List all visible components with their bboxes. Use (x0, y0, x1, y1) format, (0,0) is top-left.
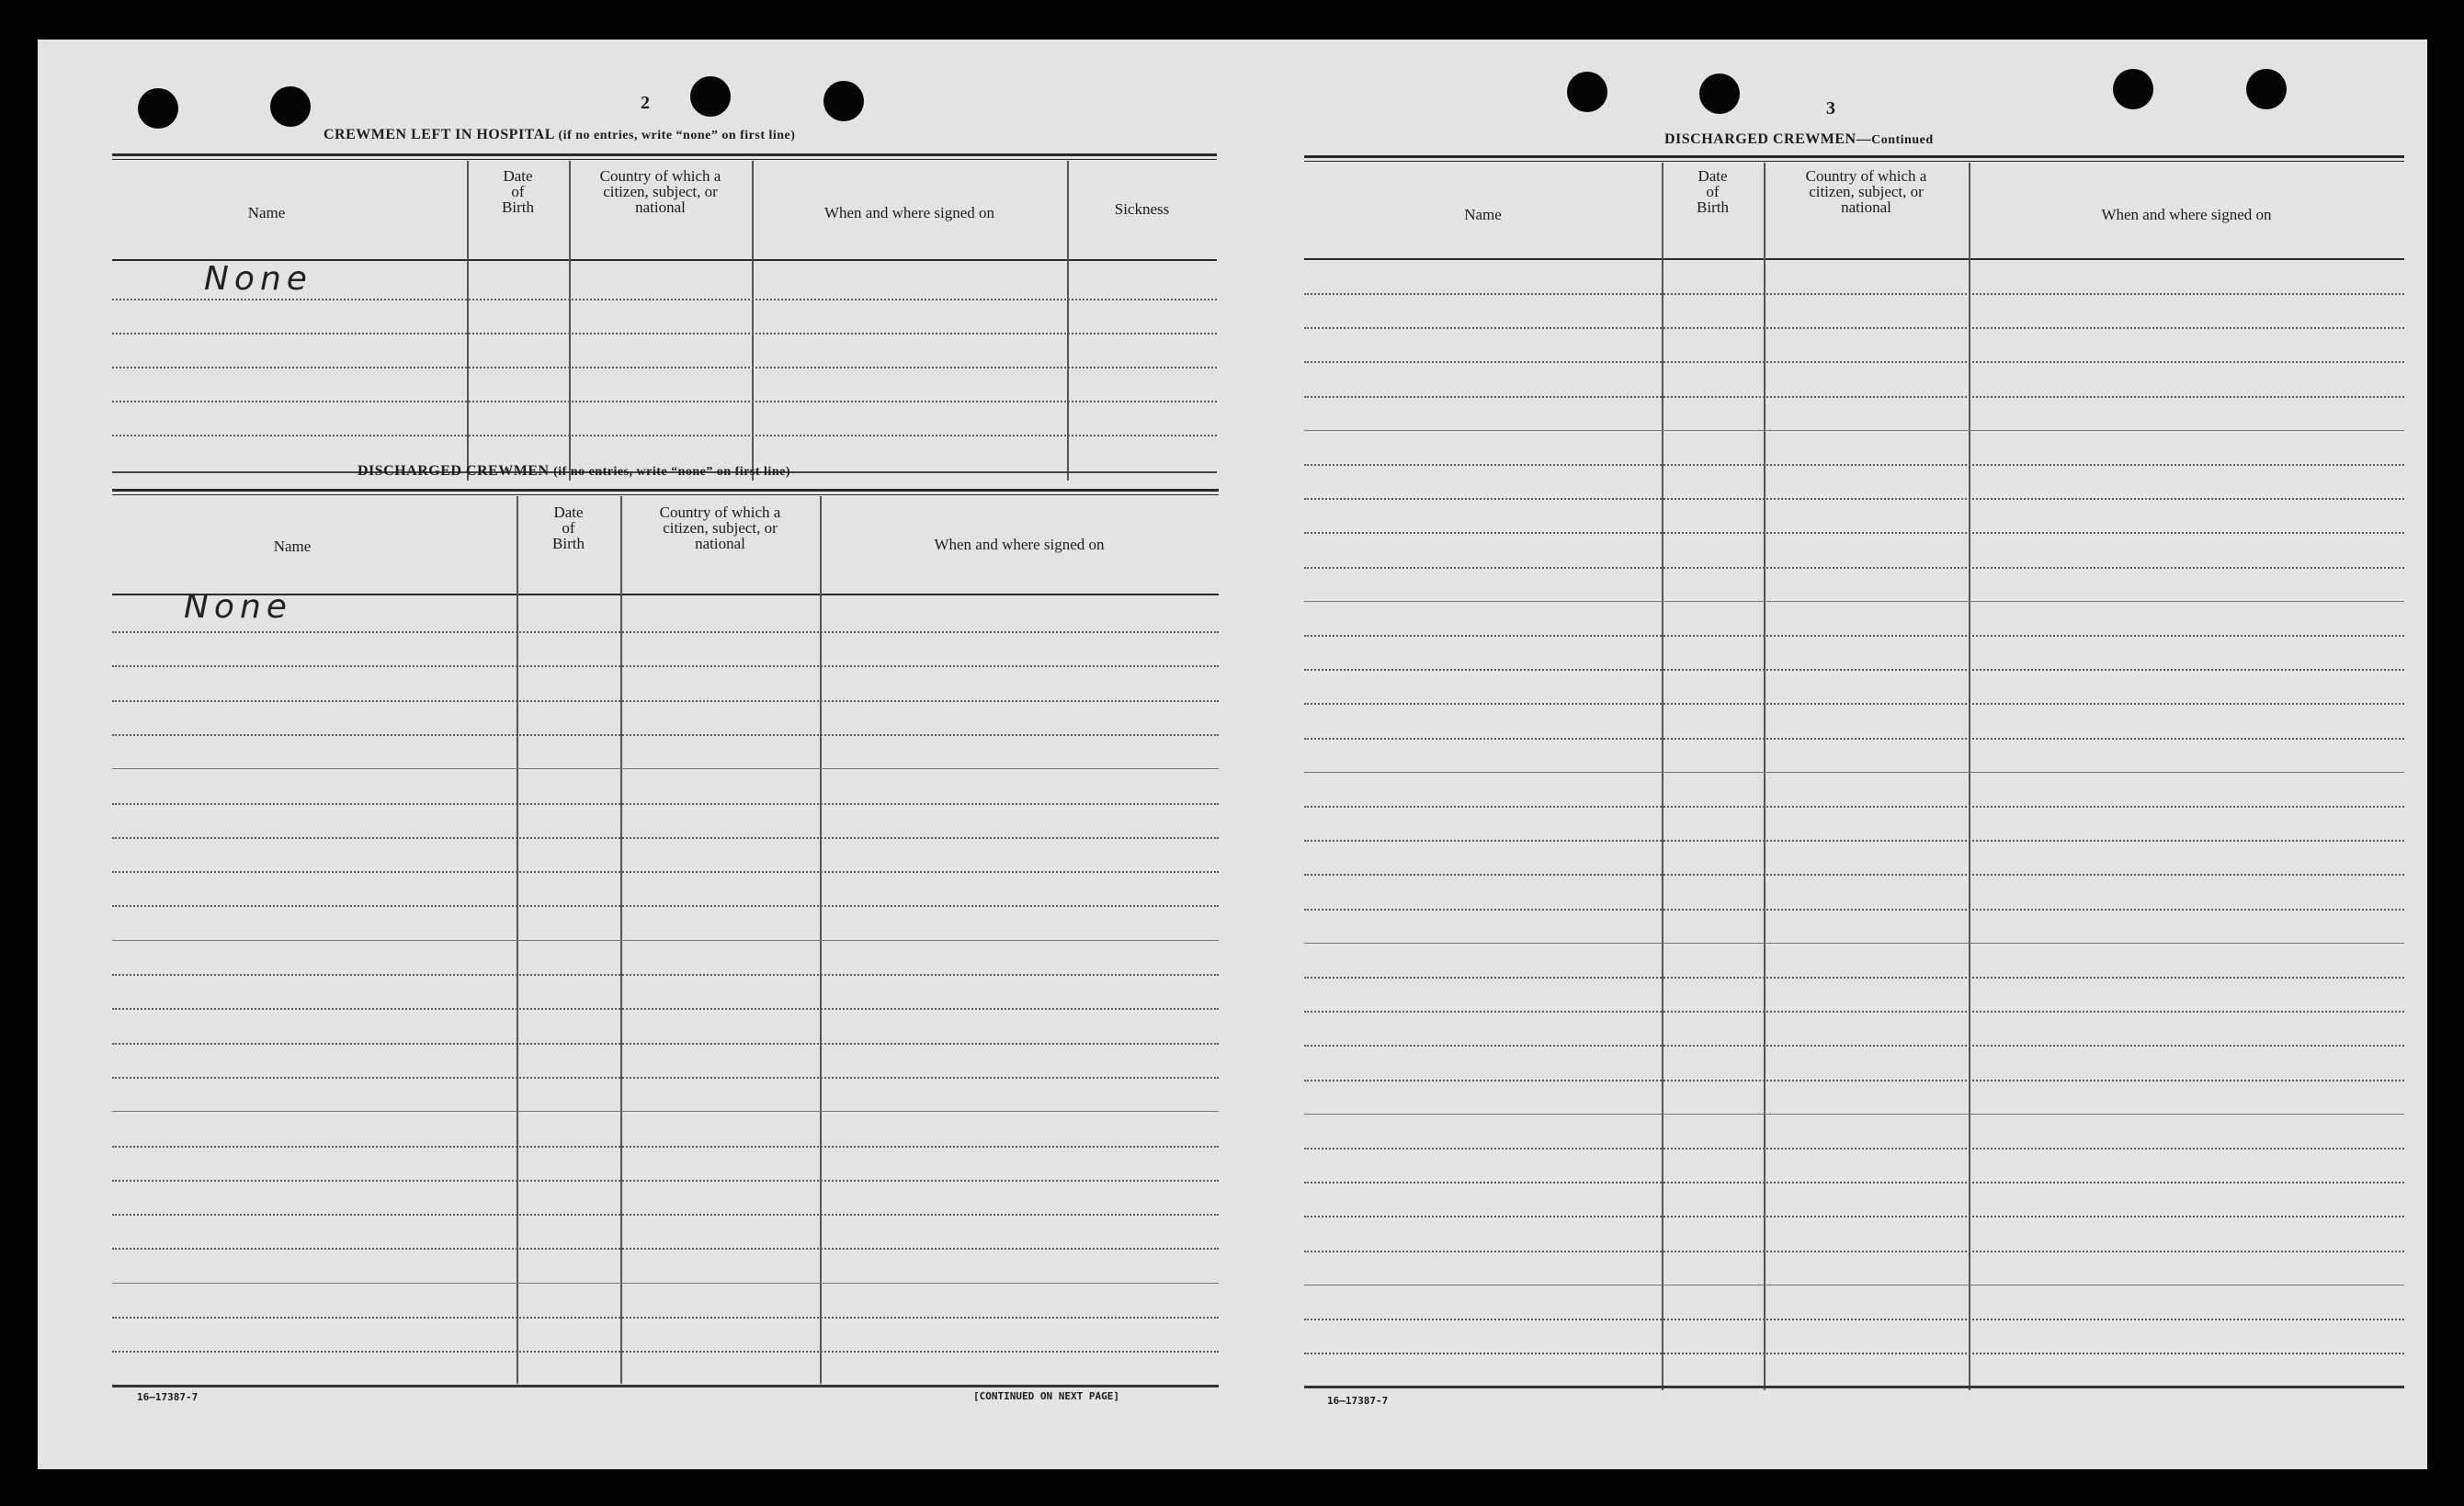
entry-line (112, 1214, 1219, 1216)
column-header-sickness: Sickness (1114, 200, 1170, 218)
entry-line (1304, 293, 2404, 295)
entry-line (1304, 772, 2404, 773)
entry-line (1304, 498, 2404, 500)
column-header-dob: Date of Birth (502, 167, 534, 216)
entry-line (1304, 1080, 2404, 1081)
entry-line (1304, 396, 2404, 398)
column-header-signed: When and where signed on (934, 536, 1105, 553)
hospital-title-text: CREWMEN LEFT IN HOSPITAL (324, 127, 555, 142)
entry-line (1304, 943, 2404, 944)
table-top-rule (1304, 161, 2404, 162)
table-top-rule (112, 489, 1219, 492)
handwritten-entry: None (184, 588, 292, 626)
entry-line (112, 367, 1217, 368)
entry-line (1304, 1114, 2404, 1115)
table-top-rule (112, 159, 1217, 160)
entry-line (1304, 1353, 2404, 1354)
entry-line (112, 1008, 1219, 1010)
entry-line (112, 1180, 1219, 1182)
entry-line (1304, 1148, 2404, 1149)
handwritten-entry: None (204, 260, 312, 298)
discharged-table (112, 489, 1219, 1426)
entry-line (1304, 669, 2404, 671)
entry-line (1304, 1182, 2404, 1183)
form-number-left: 16—17387-7 (137, 1391, 199, 1403)
entry-line (1304, 806, 2404, 808)
entry-line (112, 631, 1219, 633)
entry-line (112, 974, 1219, 976)
page-number-left: 2 (641, 93, 650, 113)
table-top-rule (112, 494, 1219, 495)
continued-section-title (1664, 131, 1934, 148)
entry-line (112, 768, 1219, 769)
continued-table (1304, 155, 2404, 1391)
punch-hole (1567, 72, 1607, 112)
entry-line (112, 435, 1217, 436)
column-divider (1764, 163, 1766, 1390)
entry-line (112, 700, 1219, 702)
entry-line (1304, 703, 2404, 705)
continued-title-suffix: Continued (1871, 133, 1934, 147)
entry-line (112, 837, 1219, 839)
entry-line (1304, 635, 2404, 637)
entry-line (1304, 874, 2404, 876)
page-number-right: 3 (1826, 98, 1835, 119)
entry-line (1304, 430, 2404, 431)
column-divider (1969, 163, 1970, 1390)
discharged-title-note: (if no entries, write “none” on first line) (553, 465, 790, 479)
entry-line (1304, 327, 2404, 329)
column-header-signed: When and where signed on (823, 204, 995, 221)
entry-line (1304, 361, 2404, 363)
entry-line (1304, 840, 2404, 842)
table-top-rule (1304, 155, 2404, 158)
discharged-title-text: DISCHARGED CREWMEN (358, 463, 550, 479)
punch-hole (823, 81, 864, 121)
entry-line (112, 1351, 1219, 1353)
column-header-country: Country of which a citizen, subject, or national (1805, 167, 1927, 216)
entry-line (112, 1111, 1219, 1112)
entry-line (112, 1146, 1219, 1148)
entry-line (112, 803, 1219, 805)
entry-line (112, 665, 1219, 667)
hospital-section-title (324, 127, 795, 143)
punch-hole (2113, 69, 2153, 109)
entry-line (112, 333, 1217, 334)
entry-line (1304, 464, 2404, 466)
punch-hole (270, 86, 311, 127)
entry-line (112, 871, 1219, 873)
punch-hole (690, 76, 731, 117)
right-bottom-rule (1304, 1386, 2404, 1388)
entry-line (112, 1317, 1219, 1319)
continued-title-text: DISCHARGED CREWMEN— (1664, 131, 1872, 147)
entry-line (112, 734, 1219, 736)
entry-line (112, 1248, 1219, 1250)
entry-line (112, 1043, 1219, 1045)
hospital-title-note: (if no entries, write “none” on first line) (558, 129, 796, 142)
continued-note: [CONTINUED ON NEXT PAGE] (973, 1390, 1119, 1402)
entry-line (1304, 532, 2404, 534)
entry-line (1304, 1045, 2404, 1047)
entry-line (112, 1077, 1219, 1079)
entry-line (112, 401, 1217, 402)
entry-line (1304, 1011, 2404, 1013)
punch-hole (2246, 69, 2287, 109)
column-header-signed: When and where signed on (2101, 206, 2272, 223)
entry-line (1304, 738, 2404, 740)
form-number-right: 16—17387-7 (1327, 1395, 1389, 1407)
column-divider (1662, 163, 1663, 1390)
entry-line (1304, 1251, 2404, 1252)
entry-line (1304, 1216, 2404, 1217)
entry-line (1304, 1319, 2404, 1320)
entry-line (1304, 909, 2404, 911)
table-top-rule (112, 153, 1217, 156)
column-header-dob: Date of Birth (552, 504, 585, 552)
column-header-country: Country of which a citizen, subject, or national (659, 504, 781, 552)
entry-line (1304, 567, 2404, 569)
discharged-section-title (358, 463, 790, 480)
entry-line (1304, 977, 2404, 979)
entry-line (1304, 601, 2404, 602)
hospital-table (112, 153, 1217, 475)
column-header-country: Country of which a citizen, subject, or national (599, 167, 721, 216)
entry-line (112, 1283, 1219, 1284)
column-header-dob: Date of Birth (1697, 167, 1729, 216)
column-header-name: Name (247, 204, 286, 221)
punch-hole (138, 88, 178, 129)
punch-hole (1699, 74, 1740, 114)
document-page (38, 40, 2427, 1469)
table-bottom-rule (112, 1385, 1219, 1387)
entry-line (112, 905, 1219, 907)
column-header-name: Name (273, 538, 312, 555)
column-header-name: Name (1464, 206, 1502, 223)
entry-line (112, 299, 1217, 300)
entry-line (112, 940, 1219, 941)
header-bottom-rule (1304, 258, 2404, 260)
